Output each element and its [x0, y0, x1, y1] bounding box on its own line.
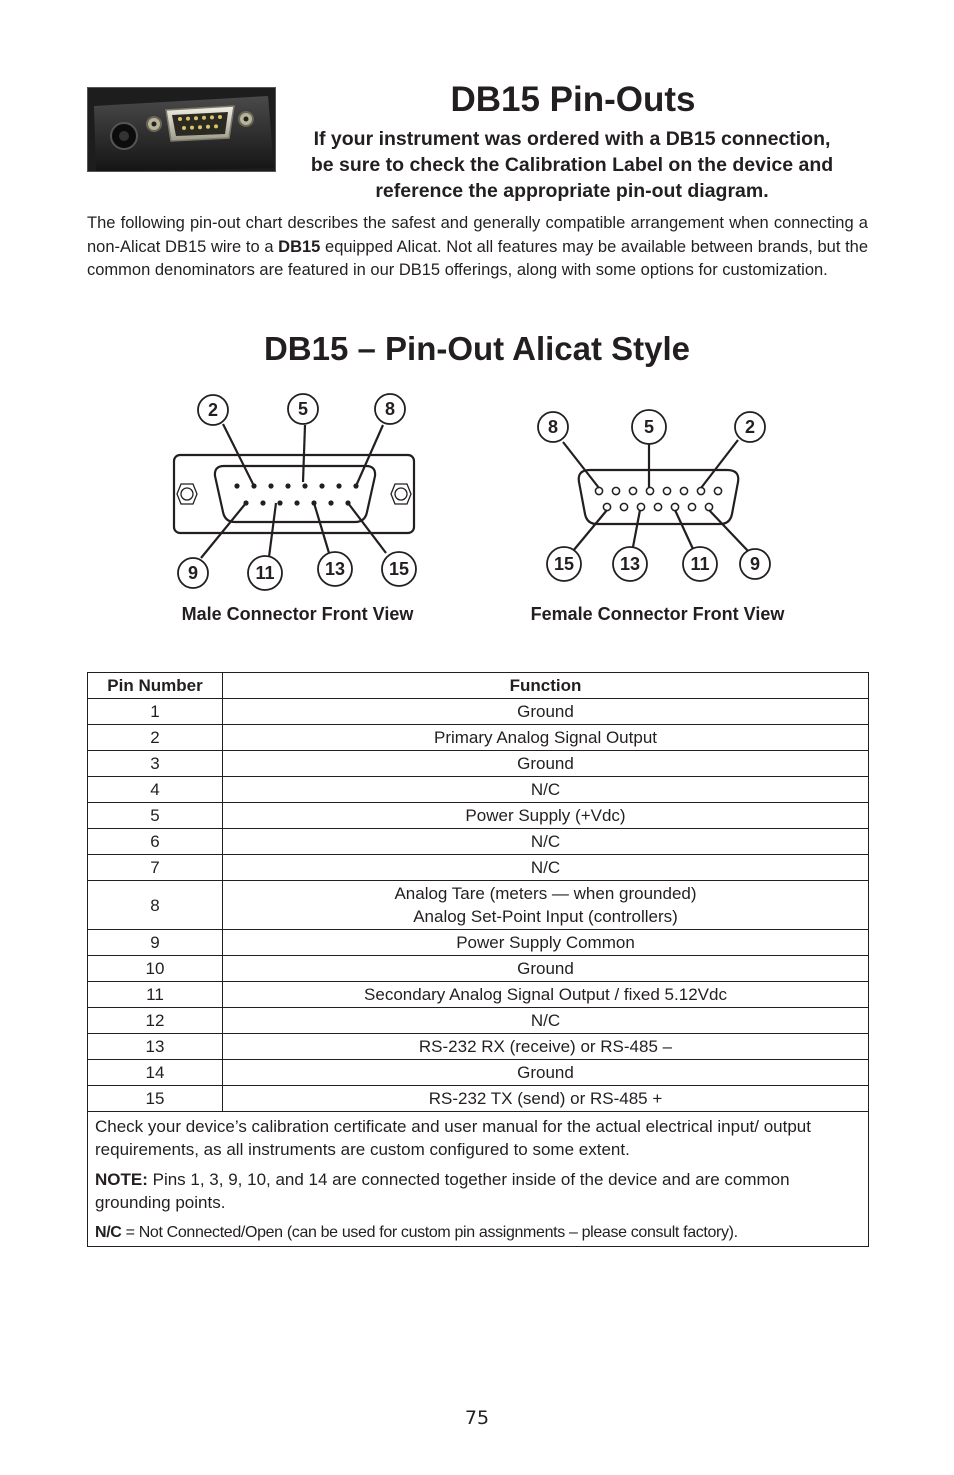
male-pin-callout: [318, 552, 352, 586]
pinout-diagram: [150, 390, 830, 635]
male-top-label: 5: [297, 399, 309, 419]
pin-number-cell: 5: [88, 803, 223, 829]
pin-number-cell: 12: [88, 1008, 223, 1034]
male-top-label: 2: [207, 400, 219, 420]
intro-paragraph: [87, 212, 868, 283]
function-cell: Ground: [223, 699, 869, 725]
male-pin-callout: [198, 395, 228, 425]
table-notes: [88, 1112, 869, 1247]
note-text: Pins 1, 3, 9, 10, and 14 are connected together inside of the device and are common grounding points.: [95, 1170, 790, 1212]
female-pin-callout: [632, 410, 666, 444]
note-label: NOTE:: [95, 1170, 148, 1189]
table-row: [88, 1060, 869, 1086]
male-right-screw-icon: [391, 484, 411, 504]
male-pin-callout: [248, 556, 282, 590]
female-pin-callout: [547, 547, 581, 581]
grounding-note: [95, 1168, 861, 1214]
female-bottom-label: 9: [749, 554, 761, 574]
function-cell: N/C: [223, 1008, 869, 1034]
table-row: [88, 956, 869, 982]
function-cell: Ground: [223, 956, 869, 982]
general-note: Check your device’s calibration certificate and user manual for the actual electrical input/ output requirements, as all instruments are custom configured to some extent.: [95, 1117, 811, 1159]
function-cell: RS-232 RX (receive) or RS-485 –: [223, 1034, 869, 1060]
page-title: DB15 Pin-Outs: [450, 80, 696, 119]
pin-number-cell: 6: [88, 829, 223, 855]
intro-paragraph-text: The following pin-out chart describes the safest and generally compatible arrangement when connecting a non-Alicat DB15 wire to a: [87, 214, 868, 256]
pin-number-cell: 14: [88, 1060, 223, 1086]
page-number: 75: [464, 1407, 490, 1429]
table-row: [88, 725, 869, 751]
pin-number-cell: 9: [88, 930, 223, 956]
male-pin-callout: [288, 394, 318, 424]
function-line: Analog Tare (meters — when grounded): [394, 884, 697, 903]
female-bottom-label: 11: [690, 554, 710, 574]
intro-notice-line: If your instrument was ordered with a DB15 connection,: [313, 128, 831, 150]
table-row: [88, 803, 869, 829]
pin-number-cell: 10: [88, 956, 223, 982]
section-title: DB15 – Pin-Out Alicat Style: [263, 330, 691, 367]
female-bottom-label: 15: [553, 554, 575, 574]
female-connector: [538, 410, 770, 581]
female-top-label: 2: [744, 417, 756, 437]
function-cell: N/C: [223, 855, 869, 881]
table-row: [88, 1008, 869, 1034]
function-line: Analog Set-Point Input (controllers): [413, 907, 678, 926]
male-connector-shell: [215, 466, 375, 522]
table-row: [88, 881, 869, 930]
pin-number-cell: 7: [88, 855, 223, 881]
male-left-screw-icon: [177, 484, 197, 504]
table-row: [88, 1034, 869, 1060]
table-row: [88, 855, 869, 881]
function-cell: N/C: [223, 777, 869, 803]
function-cell: N/C: [223, 829, 869, 855]
header-pin-number: Pin Number: [88, 673, 223, 699]
female-pin-callout: [538, 412, 568, 442]
table-row: [88, 777, 869, 803]
table-row: [88, 751, 869, 777]
function-cell: Power Supply (+Vdc): [223, 803, 869, 829]
female-top-label: 5: [643, 417, 655, 437]
header-function: Function: [223, 673, 869, 699]
function-cell: RS-232 TX (send) or RS-485 +: [223, 1086, 869, 1112]
male-top-label: 8: [384, 399, 396, 419]
male-bottom-label: 15: [388, 559, 410, 579]
table-row: [88, 930, 869, 956]
pin-number-cell: 13: [88, 1034, 223, 1060]
female-pin-callout: [740, 549, 770, 579]
pinout-table: [87, 672, 869, 1247]
table-row: [88, 699, 869, 725]
male-bottom-label: 13: [324, 559, 346, 579]
function-cell: [223, 881, 869, 930]
table-header-row: [88, 673, 869, 699]
male-pin-callout: [178, 558, 208, 588]
male-connector: [174, 394, 416, 590]
intro-paragraph-text: equipped Alicat. Not all features may be available between brands, but the common denominators are featured in our DB15 offerings, along with some options for customization.: [87, 237, 869, 279]
table-row: [88, 1086, 869, 1112]
table-notes-row: [88, 1112, 869, 1247]
function-cell: Secondary Analog Signal Output / fixed 5.12Vdc: [223, 982, 869, 1008]
male-bottom-label: 11: [255, 563, 275, 583]
female-connector-caption: Female Connector Front View: [530, 604, 785, 624]
intro-notice: [276, 126, 868, 204]
female-pin-callout: [735, 412, 765, 442]
pin-number-cell: 4: [88, 777, 223, 803]
intro-notice-line: be sure to check the Calibration Label on the device and: [310, 154, 834, 176]
female-top-label: 8: [547, 417, 559, 437]
male-pin-callout: [382, 552, 416, 586]
intro-paragraph-bold: DB15: [278, 237, 321, 256]
table-row: [88, 829, 869, 855]
function-cell: Primary Analog Signal Output: [223, 725, 869, 751]
pin-number-cell: 2: [88, 725, 223, 751]
female-bottom-label: 13: [619, 554, 641, 574]
function-cell: Power Supply Common: [223, 930, 869, 956]
female-pin-callout: [683, 547, 717, 581]
nc-definition: [95, 1221, 861, 1244]
table-row: [88, 982, 869, 1008]
pin-number-cell: 1: [88, 699, 223, 725]
pin-number-cell: 15: [88, 1086, 223, 1112]
function-cell: Ground: [223, 751, 869, 777]
male-pin-callout: [375, 394, 405, 424]
female-pin-callout: [613, 547, 647, 581]
pin-number-cell: 3: [88, 751, 223, 777]
male-connector-caption: Male Connector Front View: [181, 604, 414, 624]
nc-text: = Not Connected/Open (can be used for custom pin assignments – please consult factory).: [121, 1224, 738, 1241]
pin-number-cell: 8: [88, 881, 223, 930]
intro-notice-line: reference the appropriate pin-out diagram.: [375, 180, 769, 202]
male-bottom-label: 9: [187, 563, 199, 583]
db15-connector-photo: [87, 87, 276, 172]
pin-number-cell: 11: [88, 982, 223, 1008]
nc-label: N/C: [95, 1224, 122, 1241]
function-cell: Ground: [223, 1060, 869, 1086]
